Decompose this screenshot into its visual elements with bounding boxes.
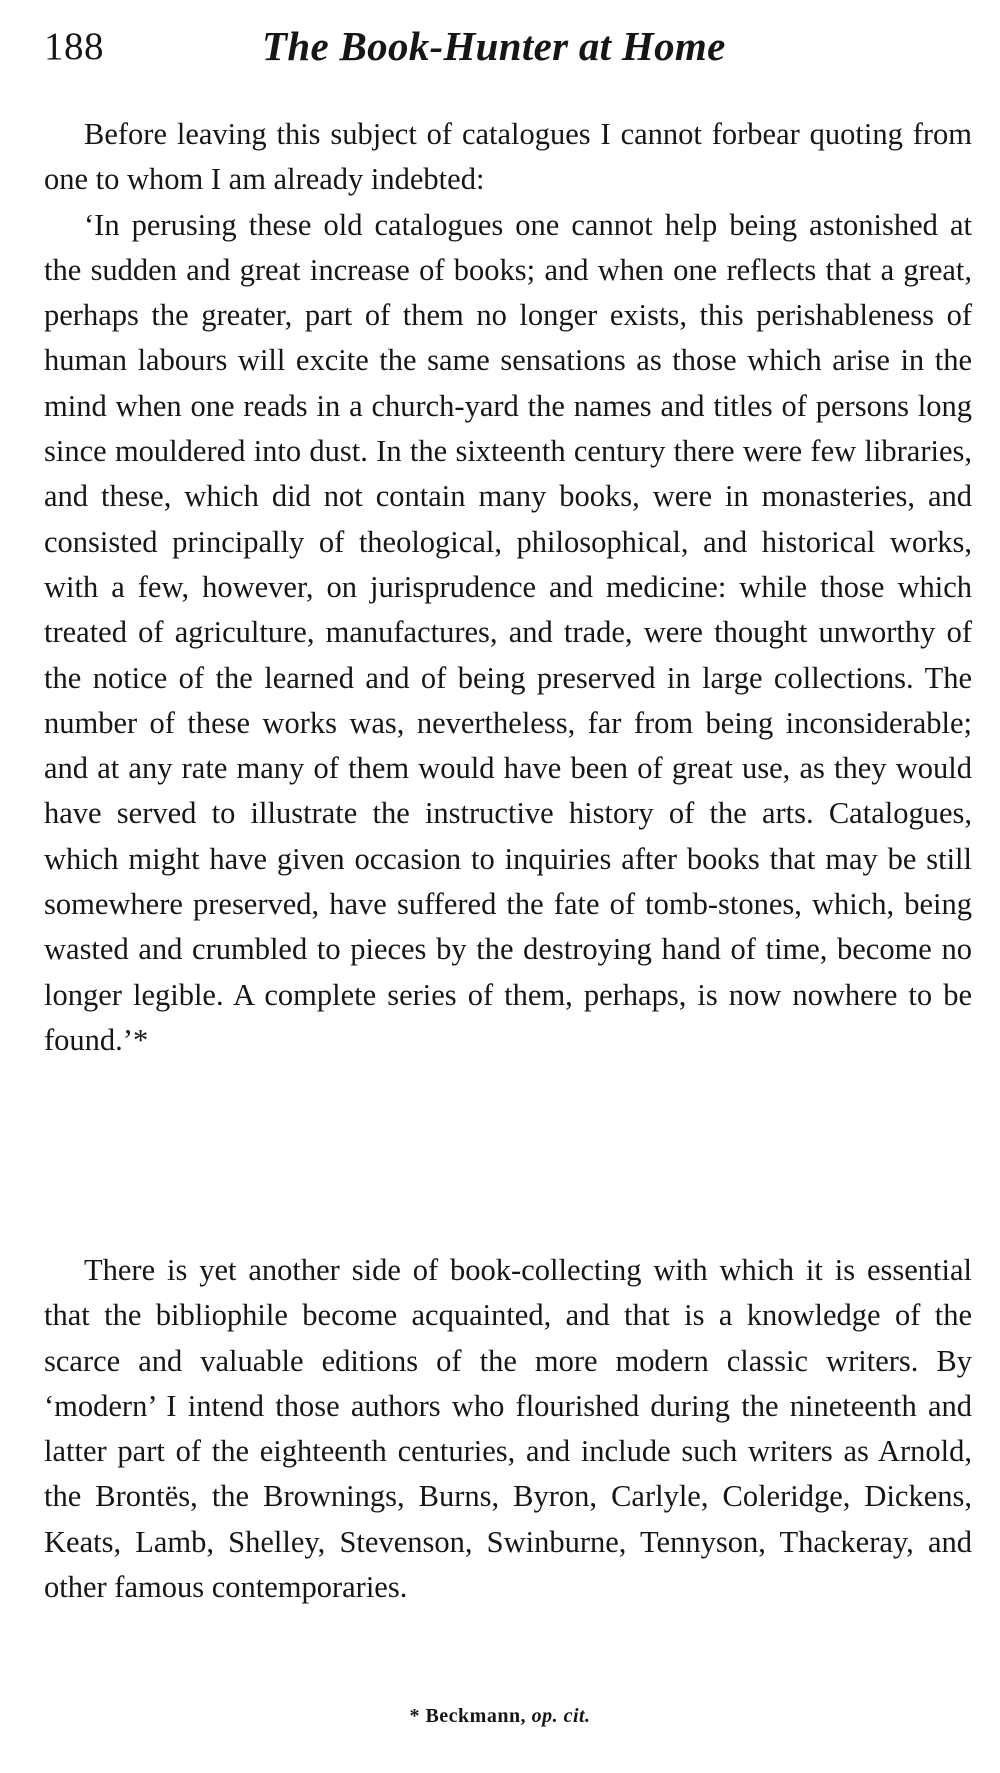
intro-paragraph: Before leaving this subject of catalogues I cannot forbear quoting from one to whom I am already indebted: xyxy=(44,117,972,197)
footnote xyxy=(0,1705,1000,1728)
running-title: The Book-Hunter at Home xyxy=(262,23,726,69)
quotation-paragraph: ‘In perusing these old catalogues one cannot help being astonished at the sudden and great increase of books; and when one reflects that a great, perhaps the greater, part of them no longer exists, this perishableness of human labours will excite the same sensations as those which arise in the mind when one reads in a church-yard the names and titles of persons long since mouldered into dust. In the sixteenth century there were few libraries, and these, which did not contain many books, were in monasteries, and consisted principally of theological, philosophical, and historical works, with a few, however, on jurisprudence and medicine: while those which treated of agriculture, manufactures, and trade, were thought unworthy of the notice of the learned and of being preserved in large collections. The number of these works was, nevertheless, far from being inconsiderable; and at any rate many of them would have been of great use, as they would have served to illustrate the instructive history of the arts. Catalogues, which might have given occasion to inquiries after books that may be still somewhere preserved, have suffered the fate of tomb-stones, which, being wasted and crumbled to pieces by the destroying hand of time, become no longer legible. A complete series of them, perhaps, is now nowhere to be found.’* xyxy=(44,207,972,1057)
body-paragraph: There is yet another side of book-collecting with which it is essential that the bibliophile become acquainted, and that is a knowledge of the scarce and valuable editions of the more modern classic writers. By ‘modern’ I intend those authors who flourished during the nineteenth and latter part of the eighteenth centuries, and include such writers as Arnold, the Brontës, the Brownings, Burns, Byron, Carlyle, Coleridge, Dickens, Keats, Lamb, Shelley, Stevenson, Swinburne, Tennyson, Thackeray, and other famous contemporaries. xyxy=(44,1253,972,1605)
quotation-section xyxy=(44,112,972,1063)
main-text-section xyxy=(44,1248,972,1610)
page-number: 188 xyxy=(44,25,104,68)
footnote-marker: * Beckmann, xyxy=(409,1705,532,1727)
footnote-reference: op. cit. xyxy=(531,1705,591,1727)
page-header xyxy=(44,18,974,78)
